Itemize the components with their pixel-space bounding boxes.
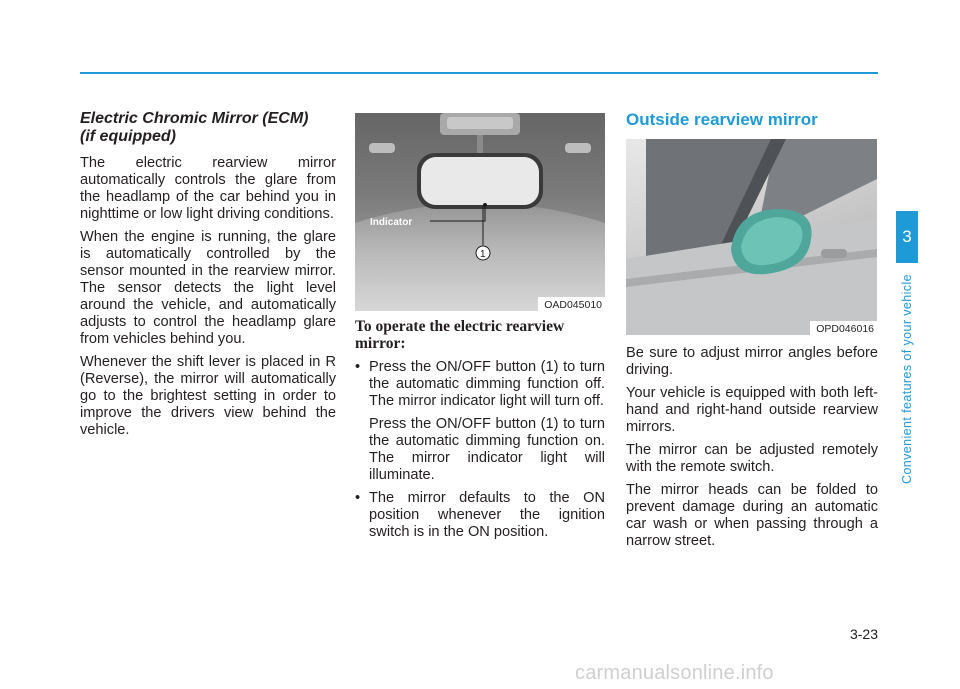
ecm-heading-line2: (if equipped)	[80, 128, 176, 145]
outside-mirror-section	[626, 110, 878, 556]
outside-mirror-illustration	[626, 139, 877, 335]
ecm-heading	[80, 110, 336, 146]
ecm-paragraph-1: The electric rearview mirror automatically controls the glare from the headlamp of the car behind you in nighttime or low light driving conditions.	[80, 155, 336, 222]
watermark: carmanualsonline.info	[575, 662, 774, 684]
outside-mirror-figure	[626, 139, 877, 335]
outside-paragraph-3: The mirror can be adjusted remotely with the remote switch.	[626, 442, 878, 475]
ecm-paragraph-3: Whenever the shift lever is placed in R (Reverse), the mirror will automatically go to the brightest setting in order to improve the drivers view behind the vehicle.	[80, 354, 336, 438]
operation-subheading: To operate the electric rearview mirror:	[355, 318, 565, 352]
outside-paragraph-2: Your vehicle is equipped with both left-hand and right-hand outside rearview mirrors.	[626, 385, 878, 435]
page-number: 3-23	[849, 626, 878, 642]
figure-code: OPD046016	[810, 321, 877, 335]
list-item	[355, 359, 605, 484]
figure-code: OAD045010	[538, 297, 605, 311]
operation-list	[355, 359, 605, 541]
ecm-paragraph-2: When the engine is running, the glare is automatically controlled by the sensor mounted in the rearview mirror. The sensor detects the light level around the vehicle, and automatically adjusts to control the headlamp glare from vehicles behind you.	[80, 229, 336, 347]
ecm-operation-section	[355, 113, 605, 547]
bullet1-paragraph-1: • Press the ON/OFF button (1) to turn the automatic dimming function off. The mirror indicator light will turn off.	[369, 359, 605, 409]
rearview-mirror-figure	[355, 113, 605, 311]
outside-paragraph-4: The mirror heads can be folded to prevent damage during an automatic car wash or when passing through a narrow street.	[626, 482, 878, 549]
chapter-title-text: Convenient features of your vehicle	[900, 274, 914, 484]
callout-number: 1	[480, 249, 486, 260]
bullet1-paragraph-2: Press the ON/OFF button (1) to turn the automatic dimming function on. The mirror indicator light will illuminate.	[369, 416, 605, 483]
chapter-title	[897, 264, 917, 494]
rearview-mirror-illustration	[355, 113, 605, 311]
list-item: • The mirror defaults to the ON position whenever the ignition switch is in the ON position.	[355, 490, 605, 541]
outside-paragraph-1: Be sure to adjust mirror angles before driving.	[626, 345, 878, 378]
outside-mirror-heading: Outside rearview mirror	[626, 110, 818, 129]
ecm-section	[80, 110, 336, 445]
chapter-tab: 3	[896, 211, 918, 263]
ecm-heading-line1: Electric Chromic Mirror (ECM)	[80, 110, 309, 127]
header-rule	[80, 72, 878, 74]
indicator-label: Indicator	[370, 217, 413, 228]
